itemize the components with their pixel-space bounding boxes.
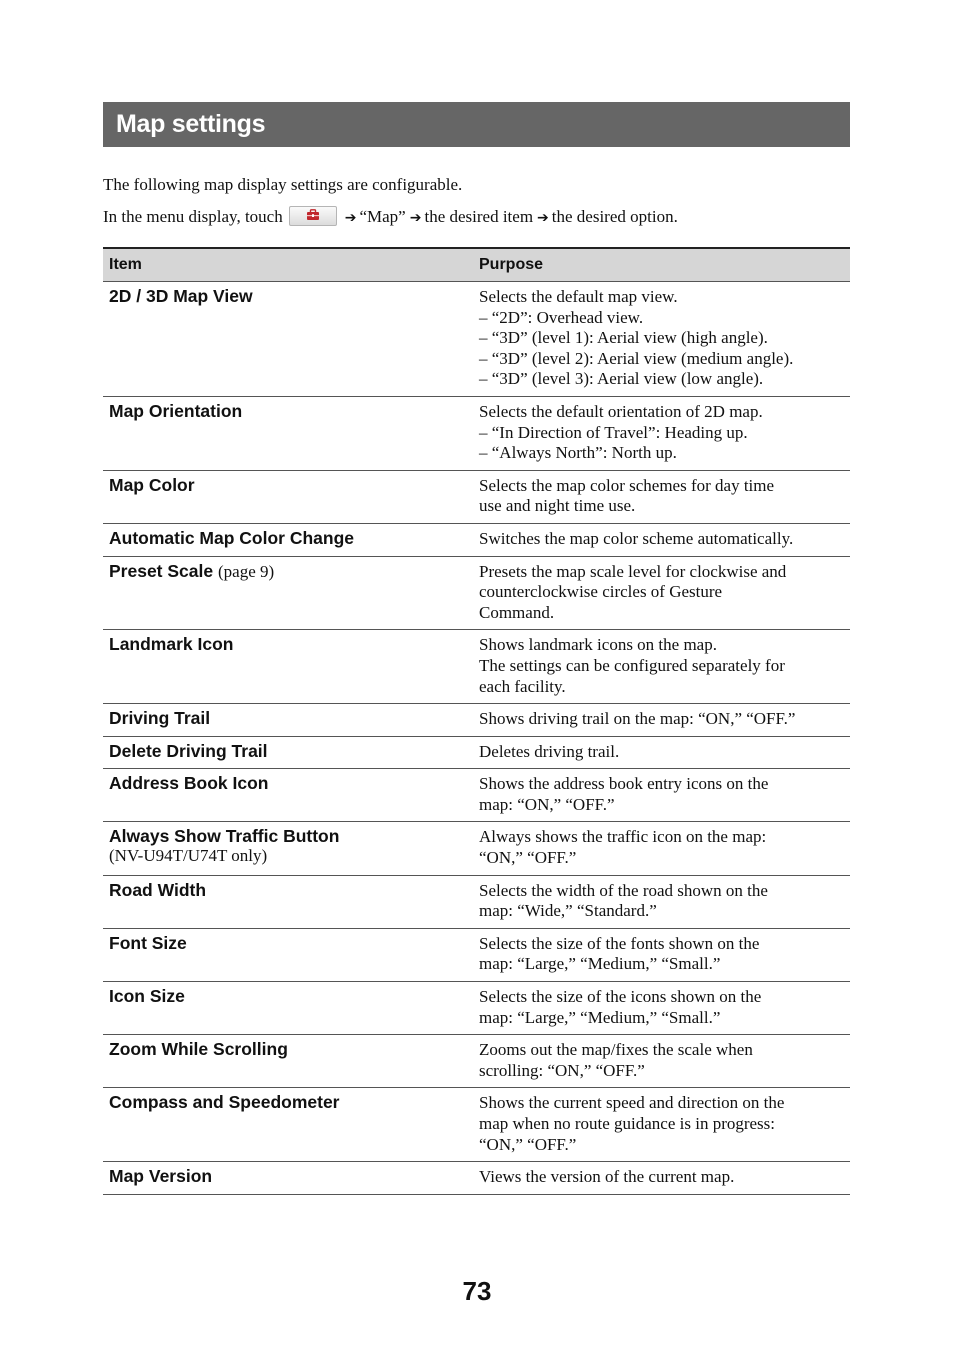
purpose-line: use and night time use. — [479, 496, 636, 516]
purpose-line: map: “ON,” “OFF.” — [479, 794, 615, 814]
table-row — [103, 1035, 850, 1088]
table-row — [103, 982, 850, 1035]
table-row — [103, 1088, 850, 1162]
item-cell — [103, 928, 470, 981]
purpose-line: The settings can be configured separately for — [479, 655, 785, 675]
item-cell — [103, 822, 470, 875]
item-cell — [103, 523, 470, 556]
item-note: (NV-U94T/U74T only) — [109, 846, 268, 866]
purpose-cell — [470, 556, 850, 630]
column-header-purpose: Purpose — [470, 248, 850, 282]
item-name: Delete Driving Trail — [109, 740, 268, 761]
purpose-cell — [470, 822, 850, 875]
purpose-line: “ON,” “OFF.” — [479, 1134, 577, 1154]
table-row — [103, 470, 850, 523]
purpose-line: Always shows the traffic icon on the map: — [479, 827, 767, 847]
purpose-line: Switches the map color scheme automatically. — [479, 528, 794, 548]
purpose-cell — [470, 736, 850, 769]
table-row — [103, 282, 850, 397]
item-name: Map Version — [109, 1166, 213, 1187]
purpose-line: Views the version of the current map. — [479, 1167, 735, 1187]
item-cell — [103, 1035, 470, 1088]
item-cell — [103, 470, 470, 523]
purpose-line: – “In Direction of Travel”: Heading up. — [479, 422, 748, 442]
toolbox-icon — [306, 209, 320, 221]
item-cell — [103, 282, 470, 397]
step-item: the desired item — [424, 207, 534, 226]
purpose-line: Selects the width of the road shown on the — [479, 880, 768, 900]
instruction-lead: In the menu display, touch — [103, 207, 283, 226]
purpose-line: – “2D”: Overhead view. — [479, 307, 644, 327]
table-row — [103, 822, 850, 875]
item-name: Automatic Map Color Change — [109, 527, 355, 548]
item-name: Compass and Speedometer — [109, 1092, 340, 1113]
purpose-line: Shows the address book entry icons on the — [479, 774, 769, 794]
item-name: Address Book Icon — [109, 773, 269, 794]
purpose-line: – “3D” (level 1): Aerial view (high angle). — [479, 328, 768, 348]
step-option: the desired option. — [551, 207, 678, 226]
purpose-line: – “3D” (level 3): Aerial view (low angle). — [479, 369, 764, 389]
purpose-cell — [470, 396, 850, 470]
item-name: Driving Trail — [109, 708, 211, 729]
item-note: (page 9) — [217, 561, 275, 581]
purpose-cell — [470, 1035, 850, 1088]
purpose-line: Shows the current speed and direction on the — [479, 1093, 785, 1113]
purpose-cell — [470, 470, 850, 523]
purpose-line: Shows landmark icons on the map. — [479, 635, 717, 655]
purpose-line: “ON,” “OFF.” — [479, 848, 577, 868]
item-name: Always Show Traffic Button — [109, 826, 340, 847]
purpose-cell — [470, 875, 850, 928]
item-cell — [103, 1162, 470, 1195]
page-title: Map settings — [103, 102, 850, 147]
purpose-line: – “Always North”: North up. — [479, 443, 677, 463]
purpose-cell — [470, 704, 850, 737]
purpose-cell — [470, 928, 850, 981]
table-row — [103, 1162, 850, 1195]
table-row — [103, 875, 850, 928]
purpose-line: map when no route guidance is in progress: — [479, 1114, 776, 1133]
table-row — [103, 704, 850, 737]
purpose-line: – “3D” (level 2): Aerial view (medium angle). — [479, 348, 794, 368]
arrow-icon: ➔ — [537, 210, 549, 226]
item-name: Icon Size — [109, 986, 185, 1007]
purpose-line: each facility. — [479, 676, 566, 696]
arrow-icon: ➔ — [409, 210, 422, 226]
purpose-line: Selects the map color schemes for day time — [479, 475, 775, 495]
purpose-line: Deletes driving trail. — [479, 741, 620, 761]
page-number: 73 — [462, 1276, 492, 1306]
menu-button-graphic — [289, 206, 337, 226]
table-row — [103, 736, 850, 769]
item-name: Font Size — [109, 932, 187, 953]
intro-text: The following map display settings are configurable. — [103, 175, 463, 194]
purpose-line: scrolling: “ON,” “OFF.” — [479, 1060, 645, 1080]
purpose-line: Zooms out the map/fixes the scale when — [479, 1040, 753, 1060]
step-map: “Map” — [359, 207, 406, 226]
settings-table — [103, 247, 850, 1195]
table-row — [103, 928, 850, 981]
item-name: 2D / 3D Map View — [109, 286, 253, 306]
purpose-cell — [470, 282, 850, 397]
item-cell — [103, 982, 470, 1035]
arrow-icon: ➔ — [344, 210, 357, 226]
item-name: Road Width — [109, 879, 207, 900]
item-cell — [103, 1088, 470, 1162]
table-row — [103, 523, 850, 556]
item-name: Map Orientation — [109, 400, 243, 421]
item-cell — [103, 736, 470, 769]
table-row — [103, 396, 850, 470]
purpose-line: map: “Wide,” “Standard.” — [479, 901, 657, 921]
item-cell — [103, 396, 470, 470]
purpose-cell — [470, 1162, 850, 1195]
purpose-line: Selects the default orientation of 2D map. — [479, 401, 763, 421]
item-cell — [103, 704, 470, 737]
table-row — [103, 769, 850, 822]
purpose-line: Presets the map scale level for clockwise and — [479, 561, 787, 581]
purpose-line: Selects the default map view. — [479, 287, 678, 306]
purpose-line: Command. — [479, 602, 555, 622]
purpose-line: Selects the size of the icons shown on the — [479, 987, 762, 1007]
purpose-line: map: “Large,” “Medium,” “Small.” — [479, 954, 721, 974]
item-cell — [103, 875, 470, 928]
item-cell — [103, 556, 470, 630]
purpose-cell — [470, 630, 850, 704]
table-header-row — [103, 248, 850, 282]
purpose-line: Selects the size of the fonts shown on the — [479, 933, 760, 953]
item-name: Landmark Icon — [109, 634, 234, 655]
item-name: Map Color — [109, 474, 195, 495]
purpose-cell — [470, 769, 850, 822]
purpose-cell — [470, 523, 850, 556]
item-cell — [103, 769, 470, 822]
purpose-line: Shows driving trail on the map: “ON,” “OFF.” — [479, 709, 796, 729]
purpose-cell — [470, 982, 850, 1035]
column-header-item: Item — [103, 248, 470, 282]
purpose-line: map: “Large,” “Medium,” “Small.” — [479, 1007, 721, 1027]
item-cell — [103, 630, 470, 704]
table-row — [103, 630, 850, 704]
purpose-cell — [470, 1088, 850, 1162]
purpose-line: counterclockwise circles of Gesture — [479, 582, 723, 602]
item-name: Zoom While Scrolling — [109, 1039, 288, 1060]
table-row — [103, 556, 850, 630]
instruction-text — [103, 207, 678, 228]
item-name: Preset Scale — [109, 560, 214, 581]
